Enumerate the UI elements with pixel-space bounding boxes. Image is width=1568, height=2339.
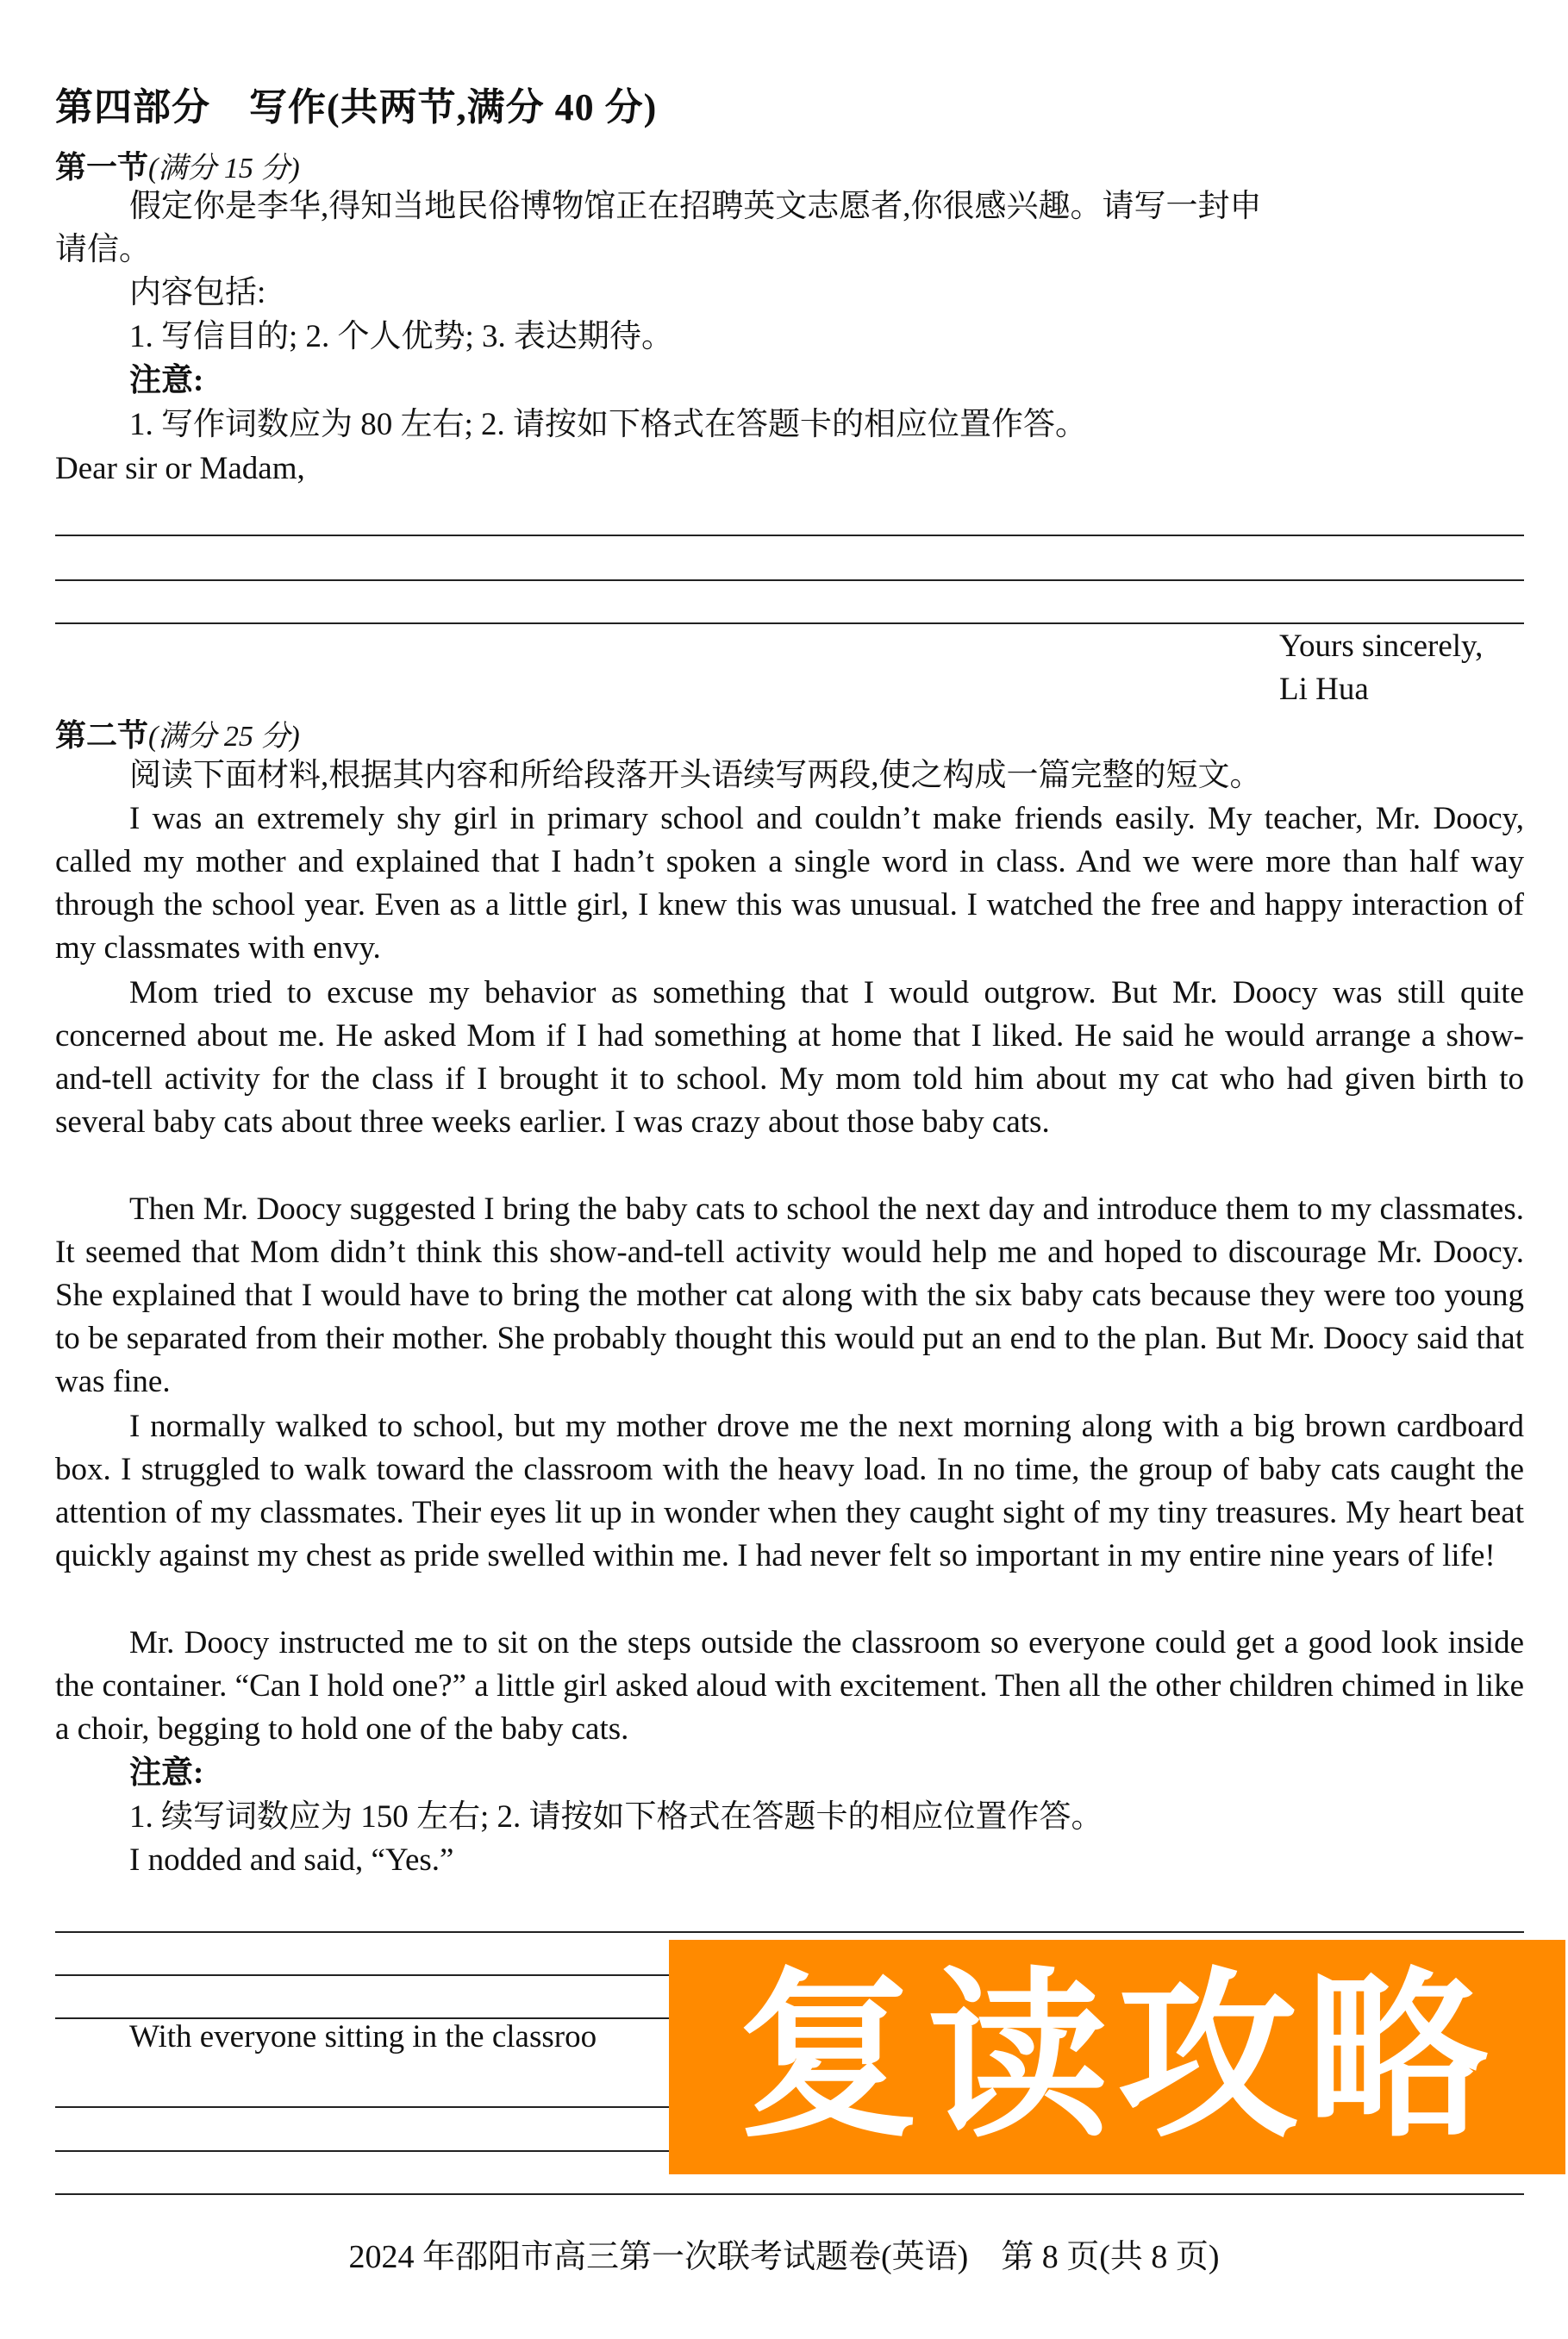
signature: Li Hua [1279,672,1369,707]
section2-score: (满分 25 分) [148,721,300,753]
opening-sentence-1: I nodded and said, “Yes.” [129,1842,454,1878]
answer-line [55,2106,669,2108]
section1-prompt-line1: 假定你是李华,得知当地民俗博物馆正在招聘英文志愿者,你很感兴趣。请写一封申 [129,189,1262,224]
answer-line [55,2193,1524,2195]
passage-paragraph: I normally walked to school, but my mother drove me the next morning along with a big brown cardboard box. I struggled to walk toward the classroom with the heavy load. In no time, the group of baby cats caught the attention of my classmates. Their eyes lit up in wonder when they caught sight of my tiny treasures. My heart beat quickly against my chest as pride swelled within me. I had never felt so important in my entire nine years of life! [55,1409,1524,1573]
page-footer: 2024 年邵阳市高三第一次联考试题卷(英语) 第 8 页(共 8 页) [348,2239,1220,2275]
section2-heading [55,711,300,755]
salutation: Dear sir or Madam, [55,451,305,486]
answer-line [55,579,1524,581]
answer-line [55,1974,669,1976]
watermark-text: 复读攻略 [737,1951,1496,2162]
closing: Yours sincerely, [1279,629,1484,664]
section1-prompt-line2: 请信。 [55,232,151,267]
passage-paragraph: Mom tried to excuse my behavior as something that I would outgrow. But Mr. Doocy was still quite concerned about me. He asked Mom if I had something at home that I liked. He said he would arrange a show-and-tell activity for the class if I brought it to school. My mom told him about my cat who had given birth to several baby cats about three weeks earlier. I was crazy about those baby cats. [55,975,1524,1140]
passage-paragraph: Mr. Doocy instructed me to sit on the steps outside the classroom so everyone could get a good look inside the container. “Can I hold one?” a little girl asked aloud with excitement. Then all the other children chimed in like a choir, begging to hold one of the baby cats. [55,1625,1524,1747]
passage-paragraph: I was an extremely shy girl in primary school and couldn’t make friends easily. My teacher, Mr. Doocy, called my mother and explained that I hadn’t spoken a single word in class. And we were more than half way through the school year. Even as a little girl, I knew this was unusual. I watched the free and happy interaction of my classmates with envy. [55,801,1524,966]
section2-note-label: 注意: [129,1755,204,1791]
answer-line [55,535,1524,536]
answer-line [55,1931,1524,1933]
section1-note-items: 1. 写作词数应为 80 左右; 2. 请按如下格式在答题卡的相应位置作答。 [129,407,1088,442]
section2-heading-label: 第二节 [55,718,149,753]
watermark-banner [669,1940,1565,2174]
answer-line [55,622,1524,624]
section2-instruction: 阅读下面材料,根据其内容和所给段落开头语续写两段,使之构成一篇完整的短文。 [129,758,1262,793]
section2-note-items: 1. 续写词数应为 150 左右; 2. 请按如下格式在答题卡的相应位置作答。 [129,1799,1103,1835]
section1-content-label: 内容包括: [129,275,266,310]
section1-heading-label: 第一节 [55,150,149,184]
opening-sentence-2: With everyone sitting in the classroo [129,2019,597,2054]
section1-heading [55,143,300,187]
passage-paragraph: Then Mr. Doocy suggested I bring the baby cats to school the next day and introduce them to my classmates. It seemed that Mom didn’t think this show-and-tell activity would help me and hoped to discourage Mr. Doocy. She explained that I would have to bring the mother cat along with the six baby cats because they were too young to be separated from their mother. She probably thought this would put an end to the plan. But Mr. Doocy said that was fine. [55,1191,1524,1399]
answer-line [55,2150,669,2152]
section1-score: (满分 15 分) [148,153,300,184]
section1-content-items: 1. 写信目的; 2. 个人优势; 3. 表达期待。 [129,319,674,354]
part-title: 第四部分 写作(共两节,满分 40 分) [55,86,658,128]
section1-note-label: 注意: [129,363,204,398]
